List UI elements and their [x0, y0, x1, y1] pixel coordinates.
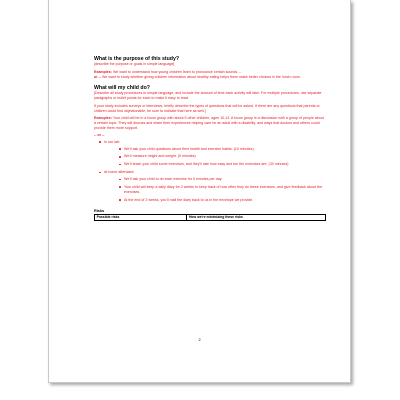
bullet-icon	[119, 179, 121, 181]
bullet-icon	[119, 186, 121, 188]
lab-label: In our lab:	[104, 139, 120, 144]
list-item	[94, 177, 326, 182]
bullet-icon	[119, 199, 121, 201]
home-item-text: We'll ask your child to do each exercise for 5 minutes per day.	[124, 176, 223, 181]
table-row	[95, 214, 326, 220]
list-item	[94, 154, 326, 159]
purpose-heading: What is the purpose of this study?	[94, 56, 180, 62]
purpose-instruction: [describe the purpose or goals in simple language]	[94, 62, 175, 67]
purpose-examples-label: Examples:	[94, 69, 112, 74]
bullet-icon	[119, 156, 121, 158]
child-instruction: [Describe all study procedures in simple language, and include the amount of time each activity will take. For multiple procedures, use separate paragraphs or bullet points for each to make it easy to read.	[94, 91, 322, 101]
risks-col-minimizing: How we're minimizing these risks	[187, 214, 326, 220]
lab-group	[94, 140, 326, 145]
risks-col-possible: Possible risks	[95, 214, 187, 220]
list-item	[94, 162, 326, 167]
bullet-icon	[119, 148, 121, 150]
purpose-examples	[94, 70, 326, 80]
child-survey-note: If your study includes surveys or interviews, briefly describe the types of questions that will be asked. If there are any questions that parents or children could find objectionable, be sure to indicate that here as well.]	[94, 103, 320, 113]
home-item-text: Your child will keep a daily diary for 2 weeks to keep track of how often they do these exercises, and give feedback about the exercises.	[124, 184, 323, 194]
lab-item-text: We'll teach your child some exercises, and they'll rate how easy and fun the exercises are. (30 minutes)	[124, 162, 289, 167]
child-examples-text: Your child will be in a focus group with about 5 other children, ages 10-13. A focus group is a discussion with a group of people about a certain topic. They will discuss and share their experiences helping care for an adult with a disability, and ways that doctors and others could provide them more support.	[94, 115, 324, 130]
list-item	[94, 185, 326, 195]
list-item	[94, 198, 326, 203]
risks-heading: Risks	[94, 208, 105, 213]
child-examples-label: Examples:	[94, 115, 112, 120]
purpose-examples-text2: We want to study whether giving children information about healthy eating helps them make better choices in the lunch room.	[102, 74, 301, 79]
purpose-or: or --	[94, 74, 101, 79]
home-group	[94, 170, 326, 175]
page-number: 2	[198, 338, 201, 342]
list-item	[94, 147, 326, 152]
child-heading: What will my child do?	[94, 84, 150, 91]
bullet-icon	[99, 172, 101, 174]
child-examples	[94, 116, 326, 131]
bullet-icon	[99, 141, 101, 143]
bullet-icon	[119, 164, 121, 166]
purpose-examples-text: We want to understand how young children learn to pronounce certain sounds. --	[112, 69, 242, 74]
document-page	[48, 0, 351, 383]
home-item-text: At the end of 2 weeks, you'll mail the diary back to us in the envelope we provide.	[124, 197, 254, 202]
page-content	[94, 56, 326, 221]
lab-item-text: We'll ask your child questions about their health and exercise habits. (10 minutes)	[124, 146, 254, 151]
risks-table	[94, 214, 326, 221]
lab-item-text: We'll measure height and weight. (5 minutes)	[124, 154, 196, 159]
child-or: -- or --	[94, 132, 105, 137]
home-label: At home afterward:	[104, 169, 135, 174]
